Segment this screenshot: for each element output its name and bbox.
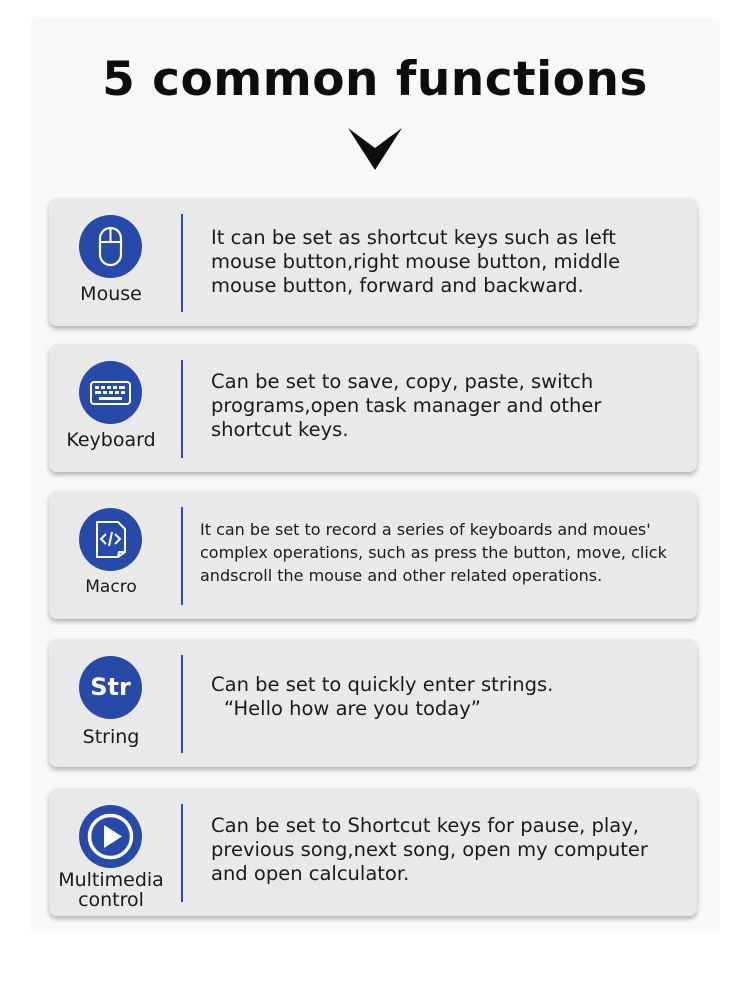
function-card-keyboard xyxy=(49,344,697,472)
string-icon xyxy=(79,656,142,719)
card-description: Can be set to quickly enter strings. “Hello how are you today” xyxy=(211,673,554,720)
divider xyxy=(181,655,183,753)
keyboard-icon xyxy=(79,361,142,424)
function-card-macro xyxy=(49,491,697,619)
divider xyxy=(181,214,183,312)
divider xyxy=(181,360,183,458)
code-document-icon xyxy=(79,508,142,571)
mouse-icon xyxy=(79,215,142,278)
card-label: Mouse xyxy=(80,283,142,305)
card-label: Keyboard xyxy=(66,429,156,451)
card-label: Multimedia control xyxy=(58,869,164,911)
function-card-multimedia xyxy=(49,788,697,916)
function-card-string xyxy=(49,639,697,767)
divider xyxy=(181,804,183,902)
card-label: String xyxy=(82,726,140,748)
function-card-mouse xyxy=(49,198,697,326)
card-description: Can be set to save, copy, paste, switch programs,open task manager and other shortcut keys. xyxy=(211,370,602,441)
page-title: 5 common functions xyxy=(102,52,648,107)
divider xyxy=(181,507,183,605)
card-label: Macro xyxy=(85,577,137,597)
card-description: It can be set to record a series of keyboards and moues' complex operations, such as press the button, move, click andscroll the mouse and other related operations. xyxy=(200,520,667,585)
card-description: Can be set to Shortcut keys for pause, play, previous song,next song, open my computer and open calculator. xyxy=(211,814,648,885)
chevron-down-icon xyxy=(348,128,402,170)
string-icon-text: Str xyxy=(90,673,131,701)
play-icon xyxy=(79,805,142,868)
card-description: It can be set as shortcut keys such as left mouse button,right mouse button, middle mouse button, forward and backward. xyxy=(211,226,621,297)
